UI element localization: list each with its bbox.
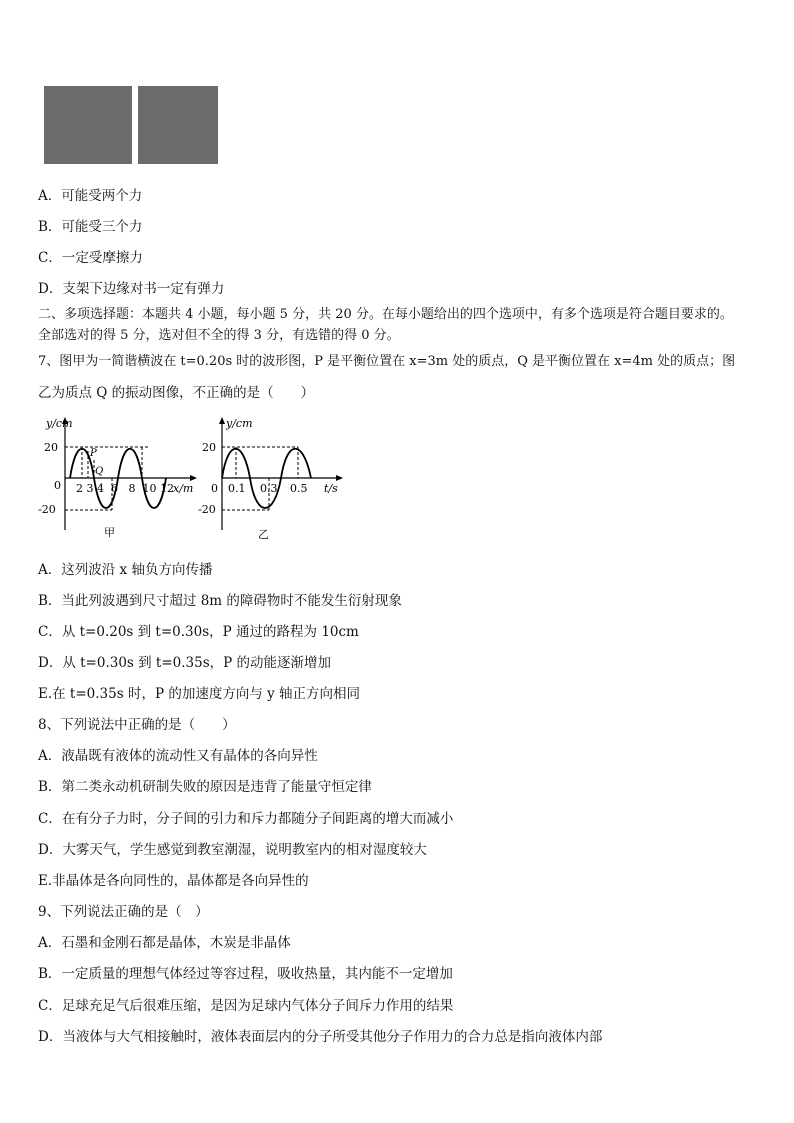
q8-option-a: A．液晶既有液体的流动性又有晶体的各向异性 [38,748,318,764]
q9-option-d: D．当液体与大气相接触时，液体表面层内的分子所受其他分子作用力的合力总是指向液体内部 [38,1029,603,1045]
jia-y-bottom: -20 [38,503,56,516]
yi-y-top: 20 [202,441,216,454]
q7-option-a: A．这列波沿 x 轴负方向传播 [38,562,213,578]
vibration-graph-yi [198,414,346,546]
q9-option-b: B．一定质量的理想气体经过等容过程，吸收热量，其内能不一定增加 [38,966,453,982]
book-stand-photo-right [138,86,218,164]
jia-x-ticks: 2 3 4 6 8 10 12 [76,482,174,495]
q7-option-e: E.在 t=0.35s 时，P 的加速度方向与 y 轴正方向相同 [38,686,361,702]
q9-stem: 9、下列说法正确的是（ ） [38,904,209,920]
q8-option-c: C．在有分子力时，分子间的引力和斥力都随分子间距离的增大而减小 [38,811,454,827]
section2-instructions-line2: 全部选对的得 5 分，选对但不全的得 3 分，有选错的得 0 分。 [38,328,400,343]
jia-point-p: P [90,448,97,459]
jia-y-top: 20 [44,441,58,454]
jia-origin: 0 [54,479,61,492]
jia-point-q: Q [95,466,104,477]
yi-xlabel: t/s [324,482,338,495]
q8-option-d: D．大雾天气，学生感觉到教室潮湿，说明教室内的相对湿度较大 [38,842,427,858]
q6-option-b: B．可能受三个力 [38,219,143,235]
section2-instructions-line1: 二、多项选择题：本题共 4 小题，每小题 5 分，共 20 分。在每小题给出的四个选项中，有多个选项是符合题目要求的。 [38,307,733,322]
q6-option-c: C．一定受摩擦力 [38,250,143,266]
jia-ylabel: y/cm [46,417,73,430]
jia-xlabel: x/m [173,482,194,495]
yi-tick-0-3: 0.3 [260,482,278,495]
yi-ylabel: y/cm [226,417,253,430]
q8-option-b: B．第二类永动机研制失败的原因是违背了能量守恒定律 [38,779,372,795]
yi-tick-0-5: 0.5 [290,482,308,495]
q7-option-c: C．从 t=0.20s 到 t=0.30s，P 通过的路程为 10cm [38,624,359,640]
q9-option-c: C．足球充足气后很难压缩，是因为足球内气体分子间斥力作用的结果 [38,998,454,1014]
q7-stem-line1: 7、图甲为一简谐横波在 t=0.20s 时的波形图，P 是平衡位置在 x=3m 处的质点，Q 是平衡位置在 x=4m 处的质点；图 [38,354,736,369]
jia-caption: 甲 [104,526,115,539]
yi-y-bottom: -20 [198,503,216,516]
yi-tick-0-1: 0.1 [228,482,246,495]
q9-option-a: A．石墨和金刚石都是晶体，木炭是非晶体 [38,935,291,951]
q8-stem: 8、下列说法中正确的是（ ） [38,717,236,733]
q7-option-d: D．从 t=0.30s 到 t=0.35s，P 的动能逐渐增加 [38,655,332,671]
yi-caption: 乙 [258,528,269,541]
q8-option-e: E.非晶体是各向同性的，晶体都是各向异性的 [38,873,309,889]
q6-option-d: D．支架下边缘对书一定有弹力 [38,281,225,297]
book-stand-photo-left [44,86,132,164]
wave-graph-jia [38,414,200,546]
yi-origin: 0 [211,482,218,495]
q7-stem-line2: 乙为质点 Q 的振动图像，不正确的是（ ） [38,385,315,401]
q6-option-a: A．可能受两个力 [38,188,143,204]
q7-option-b: B．当此列波遇到尺寸超过 8m 的障碍物时不能发生衍射现象 [38,593,402,609]
